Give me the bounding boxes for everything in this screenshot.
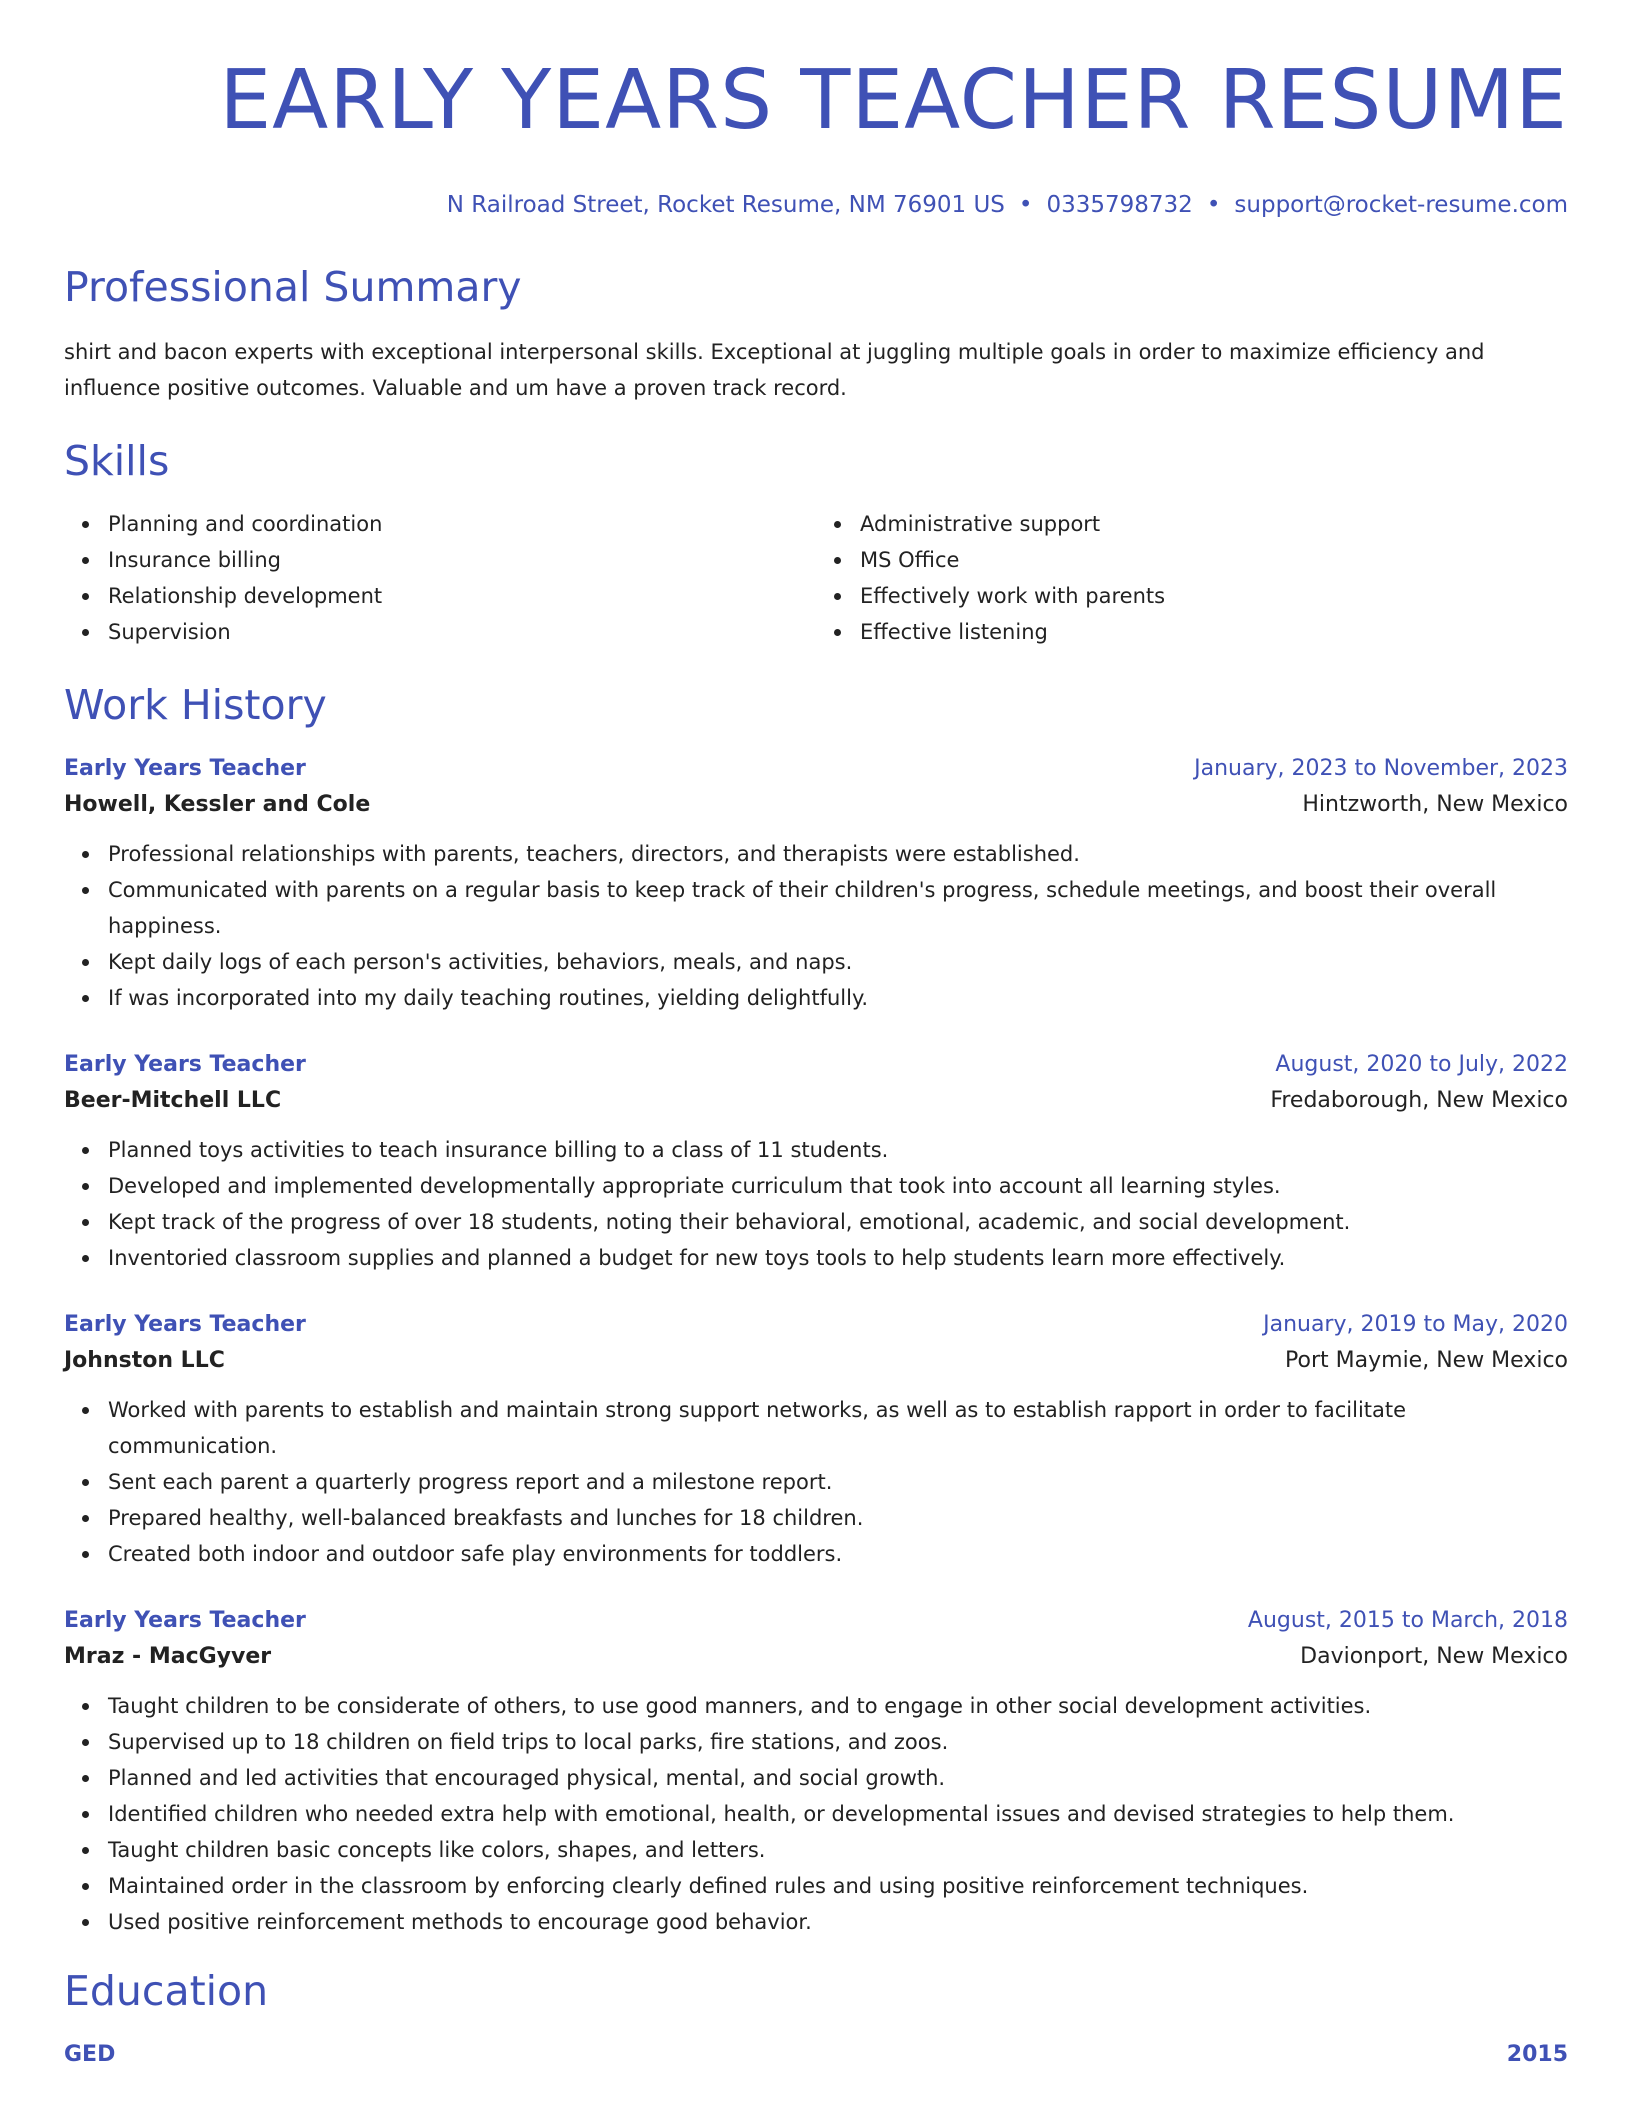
job-bullet: Maintained order in the classroom by enforcing clearly defined rules and using positive reinforcement techniques. [108, 1868, 1568, 1904]
job-bullet: Worked with parents to establish and maintain strong support networks, as well as to establish rapport in order to facilitate communication. [108, 1392, 1568, 1464]
job-role: Early Years Teacher [64, 756, 306, 781]
job-header [64, 1308, 1568, 1342]
job-bullet: Created both indoor and outdoor safe play environments for toddlers. [108, 1536, 1568, 1572]
job-bullet: Sent each parent a quarterly progress report and a milestone report. [108, 1464, 1568, 1500]
skills-left-column [64, 506, 816, 650]
summary-heading: Professional Summary [64, 263, 522, 311]
job-dates: January, 2023 to November, 2023 [1194, 756, 1568, 781]
skill-item: MS Office [860, 542, 1568, 578]
job-entry [64, 1604, 1568, 1940]
job-bullet: Communicated with parents on a regular basis to keep track of their children's progress, schedule meetings, and boost their overall happiness. [108, 872, 1568, 944]
contact-separator: • [1206, 192, 1221, 218]
job-bullet: Developed and implemented developmentally appropriate curriculum that took into account all learning styles. [108, 1168, 1568, 1204]
contact-email[interactable]: support@rocket-resume.com [1234, 192, 1568, 218]
job-header [64, 752, 1568, 786]
job-location: Hintzworth, New Mexico [1302, 792, 1568, 817]
job-bullet: Inventoried classroom supplies and planned a budget for new toys tools to help students learn more effectively. [108, 1240, 1568, 1276]
skill-item: Planning and coordination [108, 506, 816, 542]
job-entry [64, 752, 1568, 1016]
job-bullets [64, 1392, 1568, 1572]
job-bullets [64, 1132, 1568, 1276]
job-bullet: Planned toys activities to teach insurance billing to a class of 11 students. [108, 1132, 1568, 1168]
summary-text: shirt and bacon experts with exceptional interpersonal skills. Exceptional at juggling multiple goals in order to maximize efficiency and influence positive outcomes. Valuable and um have a proven track record. [64, 340, 1485, 400]
job-bullet: Taught children to be considerate of others, to use good manners, and to engage in other social development activities. [108, 1688, 1568, 1724]
job-bullets [64, 836, 1568, 1016]
skill-item: Effective listening [860, 614, 1568, 650]
job-company: Howell, Kessler and Cole [64, 792, 371, 817]
job-subheader [64, 786, 1568, 824]
job-dates: January, 2019 to May, 2020 [1263, 1312, 1568, 1337]
job-bullet: Supervised up to 18 children on field trips to local parks, fire stations, and zoos. [108, 1724, 1568, 1760]
job-header [64, 1048, 1568, 1082]
job-role: Early Years Teacher [64, 1052, 306, 1077]
contact-phone: 0335798732 [1046, 192, 1193, 218]
job-role: Early Years Teacher [64, 1312, 306, 1337]
contact-separator: • [1018, 192, 1033, 218]
job-company: Johnston LLC [64, 1348, 225, 1373]
job-location: Davionport, New Mexico [1300, 1644, 1568, 1669]
job-bullet: Identified children who needed extra help with emotional, health, or developmental issues and devised strategies to help them. [108, 1796, 1568, 1832]
job-bullet: Professional relationships with parents, teachers, directors, and therapists were established. [108, 836, 1568, 872]
skill-item: Effectively work with parents [860, 578, 1568, 614]
job-header [64, 1604, 1568, 1638]
job-company: Mraz - MacGyver [64, 1644, 272, 1669]
skills-heading: Skills [64, 437, 170, 485]
job-entry [64, 1308, 1568, 1572]
skill-item: Supervision [108, 614, 816, 650]
job-bullet: Planned and led activities that encouraged physical, mental, and social growth. [108, 1760, 1568, 1796]
job-bullet: Used positive reinforcement methods to encourage good behavior. [108, 1904, 1568, 1940]
resume-page [64, 0, 1568, 2072]
job-bullet: If was incorporated into my daily teaching routines, yielding delightfully. [108, 980, 1568, 1016]
job-location: Fredaborough, New Mexico [1270, 1088, 1568, 1113]
job-bullet: Kept track of the progress of over 18 students, noting their behavioral, emotional, academic, and social development. [108, 1204, 1568, 1240]
contact-address: N Railroad Street, Rocket Resume, NM 76901 US [446, 192, 1005, 218]
education-heading: Education [64, 1967, 269, 2015]
job-subheader [64, 1638, 1568, 1676]
job-bullet: Taught children basic concepts like colors, shapes, and letters. [108, 1832, 1568, 1868]
education-year: 2015 [1506, 2042, 1568, 2067]
job-location: Port Maymie, New Mexico [1285, 1348, 1568, 1373]
job-bullet: Prepared healthy, well-balanced breakfasts and lunches for 18 children. [108, 1500, 1568, 1536]
job-dates: August, 2015 to March, 2018 [1247, 1608, 1568, 1633]
job-dates: August, 2020 to July, 2022 [1275, 1052, 1568, 1077]
job-role: Early Years Teacher [64, 1608, 306, 1633]
skills-right-column [816, 506, 1568, 650]
job-bullets [64, 1688, 1568, 1940]
work-history-heading: Work History [64, 681, 327, 729]
skill-item: Administrative support [860, 506, 1568, 542]
job-subheader [64, 1082, 1568, 1120]
job-entry [64, 1048, 1568, 1276]
job-bullet: Kept daily logs of each person's activities, behaviors, meals, and naps. [108, 944, 1568, 980]
contact-line [64, 190, 1568, 220]
job-company: Beer-Mitchell LLC [64, 1088, 282, 1113]
skills-grid [64, 506, 1568, 650]
resume-title: EARLY YEARS TEACHER RESUME [219, 53, 1568, 148]
skill-item: Relationship development [108, 578, 816, 614]
job-subheader [64, 1342, 1568, 1380]
education-entry [64, 2038, 1568, 2072]
education-degree: GED [64, 2042, 116, 2067]
skill-item: Insurance billing [108, 542, 816, 578]
